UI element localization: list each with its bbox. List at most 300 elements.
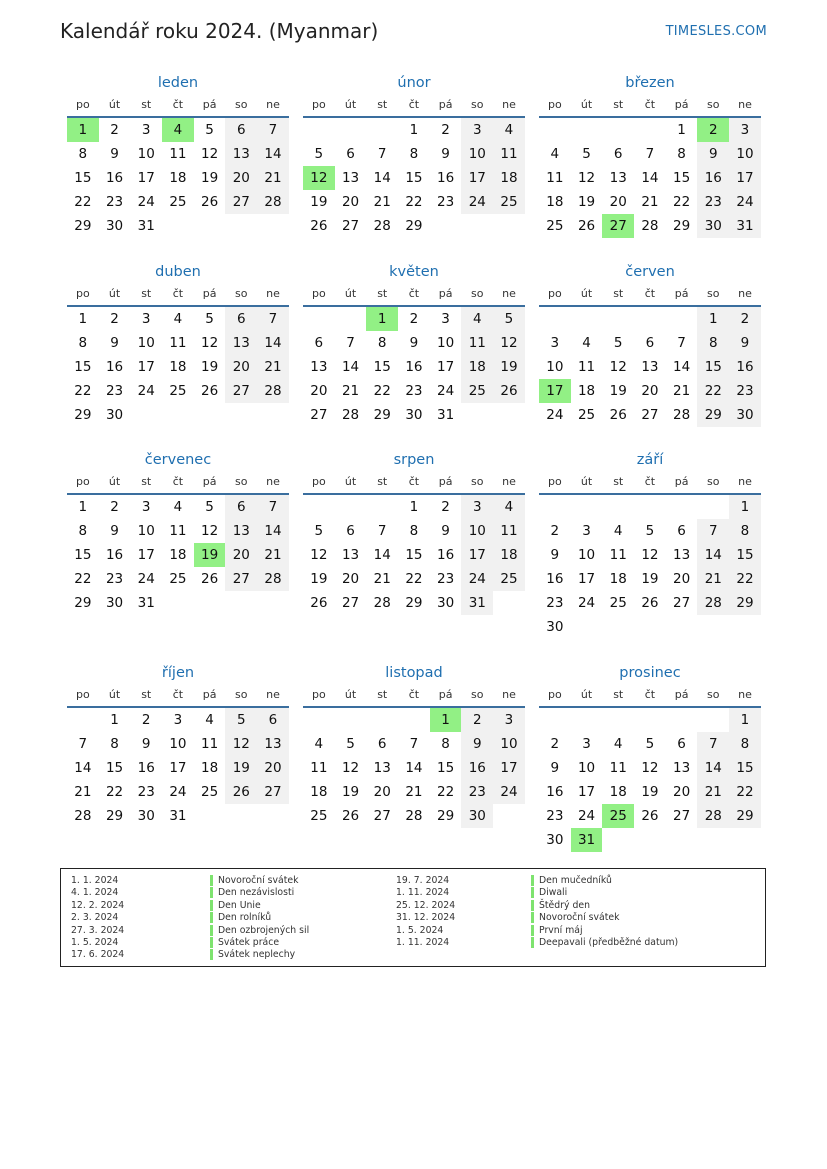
- day: 7: [78, 736, 88, 752]
- day: 3: [141, 499, 151, 515]
- legend-name-text: Den ozbrojených sil: [218, 924, 310, 936]
- day: 31: [169, 808, 187, 824]
- day: 26: [641, 595, 659, 611]
- weekday-label: pá: [674, 475, 689, 488]
- day: 25: [493, 190, 525, 214]
- day: 29: [729, 591, 761, 615]
- day: 23: [437, 194, 455, 210]
- weekday-label: ne: [502, 98, 516, 111]
- month-1: [303, 72, 525, 238]
- weekday-label: po: [75, 98, 90, 111]
- legend-date: 17. 6. 2024: [71, 949, 125, 961]
- day: 20: [341, 194, 360, 210]
- day: 18: [493, 166, 525, 190]
- month-9: [67, 662, 289, 828]
- empty-cell: [67, 708, 99, 732]
- day: 1: [729, 495, 761, 519]
- weekday-label: ne: [266, 287, 280, 300]
- day: 24: [729, 190, 761, 214]
- day: 30: [137, 808, 155, 824]
- day: 9: [441, 523, 450, 539]
- weekday-label: čt: [644, 475, 656, 488]
- day: 24: [461, 567, 493, 591]
- legend-name-text: Svátek neplechy: [218, 949, 296, 961]
- day: 11: [169, 523, 187, 539]
- day: 7: [377, 523, 387, 539]
- weekday-label: st: [377, 688, 388, 701]
- legend-name-text: Svátek práce: [218, 936, 280, 948]
- day: 22: [673, 194, 691, 210]
- day: 9: [110, 335, 119, 351]
- day: 27: [225, 190, 257, 214]
- day: 6: [613, 146, 623, 162]
- day: 3: [141, 122, 151, 138]
- weekday-header: [67, 473, 289, 495]
- empty-cell: [697, 495, 729, 519]
- day: 27: [310, 407, 328, 423]
- day: 23: [697, 190, 729, 214]
- day: 22: [405, 571, 423, 587]
- weekday-header: [303, 473, 525, 495]
- legend-date: 19. 7. 2024: [396, 875, 450, 886]
- empty-cell: [666, 495, 698, 519]
- day: 2: [409, 311, 419, 327]
- day: 15: [105, 760, 124, 776]
- day: 24: [546, 407, 564, 423]
- day: 29: [105, 808, 124, 824]
- weekday-label: so: [707, 287, 720, 300]
- legend-holiday-name: [531, 912, 678, 924]
- day: 11: [577, 359, 596, 375]
- day: 24: [437, 383, 455, 399]
- day: 23: [546, 595, 564, 611]
- weekday-label: so: [235, 287, 248, 300]
- weekday-label: po: [75, 688, 90, 701]
- day: 22: [437, 784, 455, 800]
- day: 9: [697, 142, 729, 166]
- day: 8: [729, 732, 761, 756]
- day: 10: [137, 335, 155, 351]
- day: 23: [105, 383, 124, 399]
- weekday-label: po: [547, 688, 562, 701]
- legend-date: 1. 11. 2024: [396, 936, 450, 948]
- weekday-label: čt: [408, 688, 420, 701]
- day: 5: [314, 523, 324, 539]
- legend-color-bar: [531, 937, 534, 948]
- day: 28: [405, 808, 423, 824]
- day: 22: [373, 383, 391, 399]
- weekday-label: so: [707, 475, 720, 488]
- day: 18: [310, 784, 328, 800]
- weekday-label: st: [377, 287, 388, 300]
- legend-color-bar: [210, 912, 213, 923]
- weekday-label: so: [707, 98, 720, 111]
- day: 13: [609, 170, 627, 186]
- day: 21: [405, 784, 423, 800]
- legend-holiday-name: [210, 887, 309, 899]
- day: 2: [110, 311, 119, 327]
- day: 2: [441, 122, 450, 138]
- day: 18: [169, 547, 187, 563]
- day: 21: [641, 194, 659, 210]
- weekday-label: st: [141, 287, 152, 300]
- day: 15: [673, 170, 691, 186]
- day: 12: [609, 359, 627, 375]
- day: 25: [493, 567, 525, 591]
- weekday-label: čt: [172, 475, 184, 488]
- weekday-label: čt: [172, 98, 184, 111]
- empty-cell: [539, 307, 571, 331]
- day: 3: [493, 708, 525, 732]
- weekday-label: út: [344, 475, 357, 488]
- day: 24: [169, 784, 187, 800]
- day-grid: [539, 118, 761, 238]
- day: 5: [645, 736, 655, 752]
- weekday-label: po: [311, 475, 326, 488]
- month-0: [67, 72, 289, 238]
- day: 10: [437, 335, 455, 351]
- day: 21: [257, 543, 289, 567]
- day-grid: [67, 708, 289, 828]
- empty-cell: [571, 118, 603, 142]
- day: 6: [257, 708, 289, 732]
- weekday-label: čt: [644, 688, 656, 701]
- day: 2: [110, 122, 119, 138]
- day: 5: [205, 311, 214, 327]
- day: 24: [137, 383, 155, 399]
- month-name: leden: [157, 75, 199, 91]
- day: 6: [677, 523, 686, 539]
- month-2: [539, 72, 761, 238]
- day: 16: [105, 359, 124, 375]
- month-name: prosinec: [619, 665, 681, 681]
- day: 24: [461, 190, 493, 214]
- month-name: listopad: [385, 665, 443, 681]
- day: 13: [341, 170, 360, 186]
- legend-name-text: Den mučedníků: [539, 875, 612, 886]
- legend-date: 25. 12. 2024: [396, 899, 456, 911]
- legend-date: 1. 5. 2024: [71, 936, 119, 948]
- day: 29: [74, 407, 92, 423]
- month-name: květen: [389, 264, 439, 280]
- month-name: září: [636, 452, 664, 468]
- day: 21: [373, 194, 391, 210]
- day: 8: [441, 736, 450, 752]
- legend-name-text: Den Unie: [218, 899, 261, 911]
- weekday-label: čt: [172, 287, 184, 300]
- empty-cell: [634, 307, 666, 331]
- day: 15: [405, 170, 423, 186]
- weekday-label: pá: [202, 98, 217, 111]
- day: 17: [137, 359, 155, 375]
- day: 6: [677, 736, 686, 752]
- day: 6: [377, 736, 387, 752]
- day: 20: [310, 383, 328, 399]
- day: 28: [341, 407, 360, 423]
- empty-cell: [335, 708, 367, 732]
- day: 22: [405, 194, 423, 210]
- weekday-label: út: [108, 287, 121, 300]
- day: 2: [550, 523, 560, 539]
- legend-date: 2. 3. 2024: [71, 912, 119, 924]
- day: 30: [697, 214, 729, 238]
- day: 10: [729, 142, 761, 166]
- day: 10: [493, 732, 525, 756]
- empty-cell: [634, 118, 666, 142]
- empty-cell: [539, 708, 571, 732]
- day: 29: [437, 808, 455, 824]
- legend-holiday-name: [531, 887, 678, 899]
- day: 16: [105, 547, 124, 563]
- weekday-label: čt: [408, 98, 420, 111]
- empty-cell: [697, 708, 729, 732]
- day: 18: [169, 359, 187, 375]
- weekday-label: út: [344, 287, 357, 300]
- day: 13: [673, 760, 691, 776]
- day: 8: [78, 523, 88, 539]
- day: 25: [577, 407, 596, 423]
- day: 5: [314, 146, 324, 162]
- day: 15: [729, 756, 761, 780]
- legend-date: 4. 1. 2024: [71, 887, 119, 899]
- legend-name-text: Deepavali (předběžné datum): [539, 936, 679, 948]
- day: 7: [645, 146, 655, 162]
- day: 9: [729, 331, 761, 355]
- holiday-day: 1: [366, 307, 398, 331]
- legend-name-text: Den rolníků: [218, 912, 272, 924]
- day: 5: [582, 146, 591, 162]
- day: 11: [169, 335, 187, 351]
- legend-color-bar: [210, 937, 213, 948]
- weekday-label: ne: [502, 688, 516, 701]
- site-link[interactable]: TIMESLES.COM: [665, 24, 767, 39]
- day: 28: [74, 808, 92, 824]
- day: 5: [205, 499, 214, 515]
- weekday-label: so: [235, 98, 248, 111]
- legend-name-text: Den nezávislosti: [218, 887, 295, 899]
- month-name: říjen: [161, 665, 195, 681]
- day: 29: [673, 218, 691, 234]
- day: 1: [78, 311, 88, 327]
- month-11: [539, 662, 761, 852]
- day: 23: [105, 194, 124, 210]
- weekday-header: [67, 96, 289, 118]
- day: 8: [697, 331, 729, 355]
- weekday-label: st: [613, 98, 624, 111]
- day: 17: [577, 784, 596, 800]
- month-10: [303, 662, 525, 828]
- day-grid: [539, 307, 761, 427]
- day: 1: [409, 122, 419, 138]
- weekday-label: st: [141, 475, 152, 488]
- legend-holiday-name: [210, 900, 309, 912]
- day: 7: [346, 335, 355, 351]
- day: 26: [641, 808, 659, 824]
- day-grid: [303, 307, 525, 427]
- day: 27: [641, 407, 659, 423]
- holiday-day: 12: [303, 166, 335, 190]
- weekday-label: so: [471, 98, 484, 111]
- month-name: duben: [155, 264, 201, 280]
- holiday-day: 2: [697, 118, 729, 142]
- empty-cell: [366, 708, 398, 732]
- day: 11: [609, 760, 627, 776]
- day: 25: [201, 784, 219, 800]
- day: 8: [409, 146, 419, 162]
- weekday-label: pá: [674, 287, 689, 300]
- weekday-label: čt: [408, 287, 420, 300]
- weekday-label: pá: [674, 688, 689, 701]
- day: 15: [405, 547, 423, 563]
- weekday-label: so: [471, 287, 484, 300]
- day: 30: [546, 832, 564, 848]
- day: 30: [546, 619, 564, 635]
- weekday-label: čt: [644, 287, 656, 300]
- weekday-label: ne: [266, 688, 280, 701]
- holiday-day: 17: [539, 379, 571, 403]
- day: 14: [257, 331, 289, 355]
- day: 26: [201, 571, 219, 587]
- day: 7: [697, 519, 729, 543]
- weekday-header: [303, 686, 525, 708]
- day: 28: [257, 567, 289, 591]
- empty-cell: [335, 118, 367, 142]
- weekday-header: [539, 473, 761, 495]
- day: 14: [373, 170, 391, 186]
- weekday-label: st: [377, 98, 388, 111]
- legend-date: 27. 3. 2024: [71, 924, 125, 936]
- weekday-label: út: [344, 98, 357, 111]
- empty-cell: [666, 307, 698, 331]
- empty-cell: [398, 708, 430, 732]
- day: 12: [641, 760, 659, 776]
- day: 13: [225, 331, 257, 355]
- day: 5: [613, 335, 623, 351]
- day-grid: [67, 118, 289, 238]
- weekday-label: st: [141, 98, 152, 111]
- day: 8: [377, 335, 387, 351]
- day: 2: [729, 307, 761, 331]
- day: 27: [341, 595, 360, 611]
- weekday-label: čt: [644, 98, 656, 111]
- weekday-header: [67, 285, 289, 307]
- day: 11: [310, 760, 328, 776]
- weekday-label: st: [377, 475, 388, 488]
- day: 9: [550, 547, 560, 563]
- day: 4: [173, 499, 183, 515]
- day: 31: [137, 218, 155, 234]
- day: 5: [645, 523, 655, 539]
- day: 13: [641, 359, 659, 375]
- day: 26: [201, 194, 219, 210]
- day: 10: [546, 359, 564, 375]
- empty-cell: [666, 708, 698, 732]
- day: 13: [373, 760, 391, 776]
- holiday-day: 19: [194, 543, 226, 567]
- month-name: únor: [397, 75, 431, 91]
- day: 9: [409, 335, 419, 351]
- weekday-label: ne: [502, 287, 516, 300]
- weekday-label: út: [580, 475, 593, 488]
- holiday-day: 1: [67, 118, 99, 142]
- weekday-label: pá: [674, 98, 689, 111]
- day: 29: [373, 407, 391, 423]
- holiday-day: 31: [571, 828, 603, 852]
- legend-color-bar: [210, 887, 213, 898]
- day: 24: [577, 808, 596, 824]
- day: 24: [493, 780, 525, 804]
- empty-cell: [366, 118, 398, 142]
- day: 25: [609, 595, 627, 611]
- weekday-label: po: [311, 688, 326, 701]
- day: 31: [729, 214, 761, 238]
- weekday-label: ne: [502, 475, 516, 488]
- weekday-label: po: [75, 475, 90, 488]
- day: 4: [550, 146, 560, 162]
- weekday-label: po: [311, 98, 326, 111]
- legend-color-bar: [531, 912, 534, 923]
- empty-cell: [366, 495, 398, 519]
- day: 14: [373, 547, 391, 563]
- day: 23: [437, 571, 455, 587]
- day: 8: [78, 335, 88, 351]
- day: 22: [105, 784, 124, 800]
- weekday-label: pá: [202, 688, 217, 701]
- day: 2: [550, 736, 560, 752]
- day: 10: [137, 523, 155, 539]
- day: 19: [201, 170, 219, 186]
- day: 18: [546, 194, 564, 210]
- day: 6: [225, 495, 257, 519]
- day: 10: [461, 519, 493, 543]
- day: 21: [257, 166, 289, 190]
- day: 10: [137, 146, 155, 162]
- day: 27: [225, 567, 257, 591]
- legend-holiday-name: [531, 900, 678, 912]
- holiday-day: 4: [162, 118, 194, 142]
- day-grid: [303, 495, 525, 615]
- day: 18: [201, 760, 219, 776]
- day: 17: [493, 756, 525, 780]
- day: 16: [437, 170, 455, 186]
- month-6: [67, 449, 289, 615]
- day: 21: [341, 383, 360, 399]
- day: 20: [373, 784, 391, 800]
- day: 19: [577, 194, 596, 210]
- day: 3: [582, 523, 591, 539]
- legend-name-text: Novoroční svátek: [539, 912, 620, 924]
- day: 5: [493, 307, 525, 331]
- day: 6: [225, 118, 257, 142]
- empty-cell: [571, 708, 603, 732]
- day: 5: [225, 708, 257, 732]
- day: 19: [310, 571, 328, 587]
- day: 21: [673, 383, 691, 399]
- day: 21: [74, 784, 92, 800]
- legend-holiday-name: [210, 875, 309, 887]
- legend-date: 1. 11. 2024: [396, 887, 450, 899]
- day: 29: [74, 218, 92, 234]
- weekday-label: út: [580, 98, 593, 111]
- legend-holiday-name: [210, 912, 309, 924]
- day: 6: [346, 523, 355, 539]
- day: 4: [613, 736, 623, 752]
- day: 4: [314, 736, 324, 752]
- day: 30: [729, 403, 761, 427]
- day: 14: [673, 359, 691, 375]
- day: 31: [461, 591, 493, 615]
- day: 3: [461, 495, 493, 519]
